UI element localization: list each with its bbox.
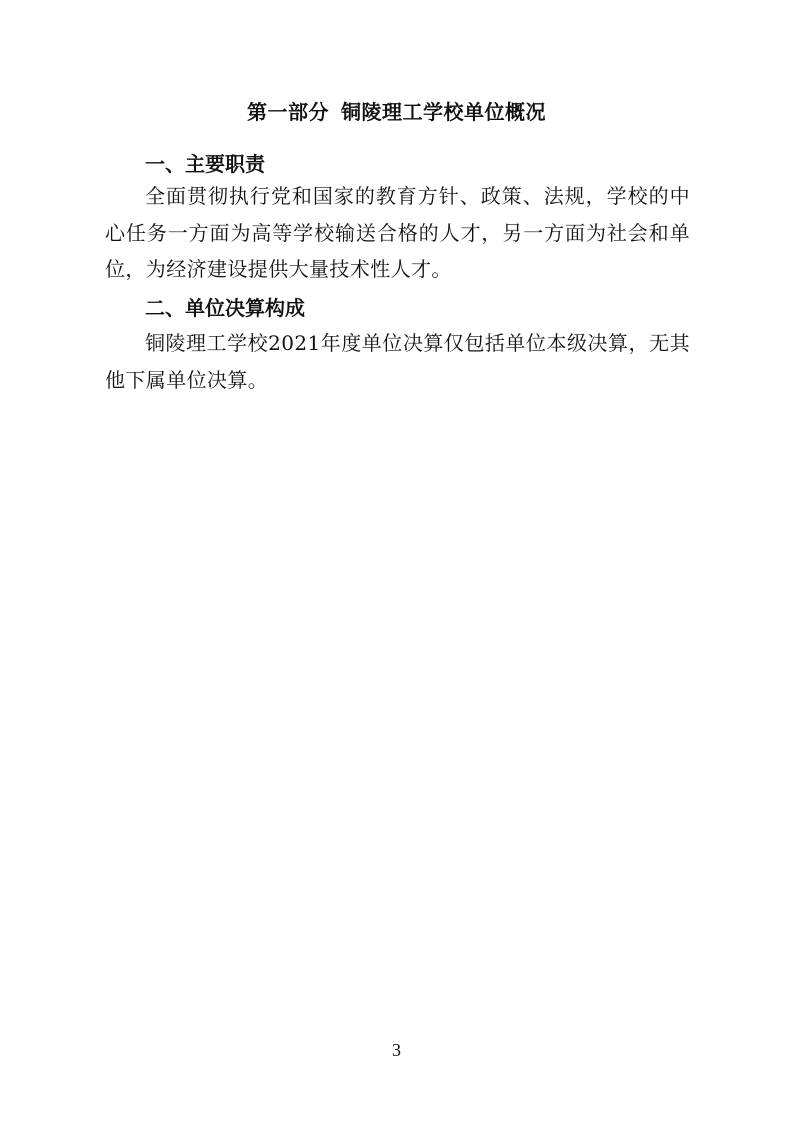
section-heading-duties: 一、主要职责 — [145, 152, 265, 176]
title-part: 第一部分 — [247, 100, 329, 124]
section-heading-composition: 二、单位决算构成 — [145, 296, 305, 320]
section-body-duties: 全面贯彻执行党和国家的教育方针、政策、法规，学校的中心任务一方面为高等学校输送合格的人才，另一方面为社会和单位，为经济建设提供大量技术性人才。 — [105, 184, 690, 281]
page-number: 3 — [392, 1040, 401, 1060]
title-main: 铜陵理工学校单位概况 — [341, 100, 546, 124]
section-body-composition: 铜陵理工学校2021年度单位决算仅包括单位本级决算，无其他下属单位决算。 — [105, 331, 690, 392]
page-title — [0, 96, 793, 125]
